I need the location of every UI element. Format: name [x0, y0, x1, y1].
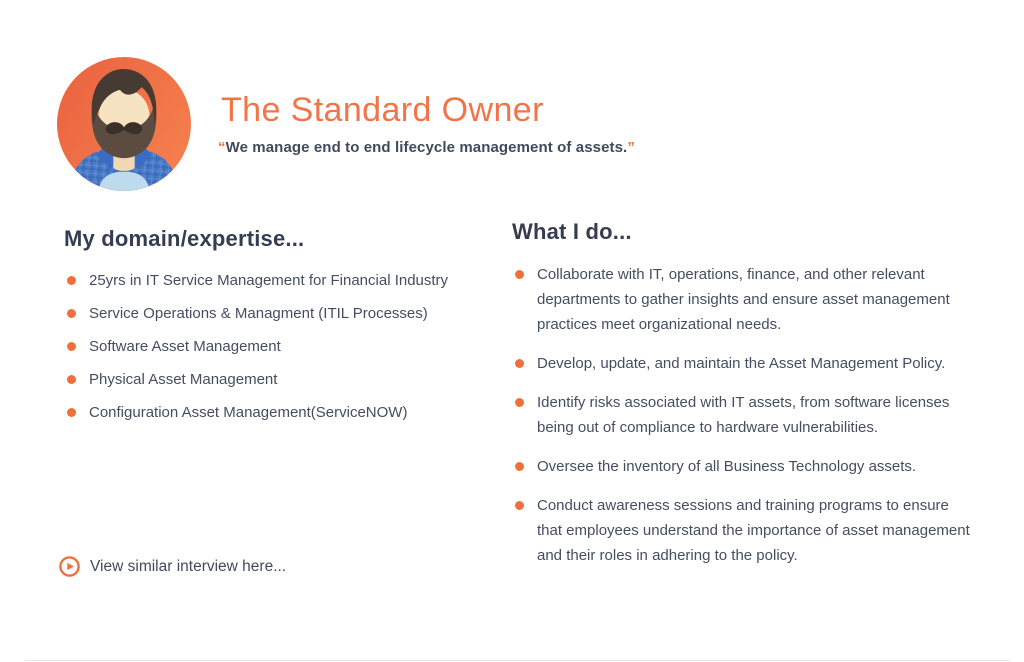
page-title: The Standard Owner [221, 91, 544, 129]
bullet-icon [515, 359, 524, 368]
list-item [512, 351, 974, 376]
list-item-text: Physical Asset Management [89, 371, 278, 388]
expertise-section [64, 226, 488, 437]
duties-list [512, 262, 974, 568]
duties-section [512, 219, 974, 582]
bullet-icon [515, 398, 524, 407]
play-circle-icon [59, 556, 80, 577]
bullet-icon [67, 408, 76, 417]
list-item [64, 371, 488, 389]
quote-text: We manage end to end lifecycle management of assets. [225, 139, 628, 156]
list-item-text: Configuration Asset Management(ServiceNOW) [89, 404, 408, 421]
list-item-text: Oversee the inventory of all Business Technology assets. [537, 458, 917, 475]
list-item [512, 262, 974, 337]
bullet-icon [515, 501, 524, 510]
bullet-icon [67, 309, 76, 318]
header-quote [218, 139, 635, 156]
bearded-man-avatar [57, 57, 191, 191]
bullet-icon [67, 276, 76, 285]
list-item [512, 390, 974, 440]
bullet-icon [67, 342, 76, 351]
list-item-text: Identify risks associated with IT assets, from software licenses being out of compliance to hardware vulnerabilities. [537, 394, 950, 436]
duties-heading: What I do... [512, 219, 632, 244]
list-item [64, 338, 488, 356]
list-item [64, 404, 488, 422]
expertise-heading: My domain/expertise... [64, 226, 305, 251]
close-quote-mark: ” [627, 139, 635, 156]
similar-interview-link-label: View similar interview here... [90, 557, 287, 575]
similar-interview-link[interactable] [59, 556, 286, 577]
list-item-text: 25yrs in IT Service Management for Financial Industry [89, 272, 449, 289]
list-item-text: Software Asset Management [89, 338, 281, 355]
list-item-text: Service Operations & Managment (ITIL Processes) [89, 305, 428, 322]
list-item [64, 272, 488, 290]
list-item-text: Conduct awareness sessions and training programs to ensure that employees understand the importance of asset management and their roles in adhering to the policy. [537, 497, 970, 564]
expertise-list [64, 272, 488, 422]
bullet-icon [67, 375, 76, 384]
list-item-text: Develop, update, and maintain the Asset Management Policy. [537, 355, 946, 372]
list-item-text: Collaborate with IT, operations, finance, and other relevant departments to gather insights and ensure asset management practices meet organizational needs. [537, 266, 950, 333]
bullet-icon [515, 462, 524, 471]
list-item [512, 493, 974, 568]
list-item [512, 454, 974, 479]
bottom-divider [25, 660, 1010, 661]
open-quote-mark: “ [218, 139, 226, 156]
list-item [64, 305, 488, 323]
bullet-icon [515, 270, 524, 279]
avatar [57, 57, 191, 191]
